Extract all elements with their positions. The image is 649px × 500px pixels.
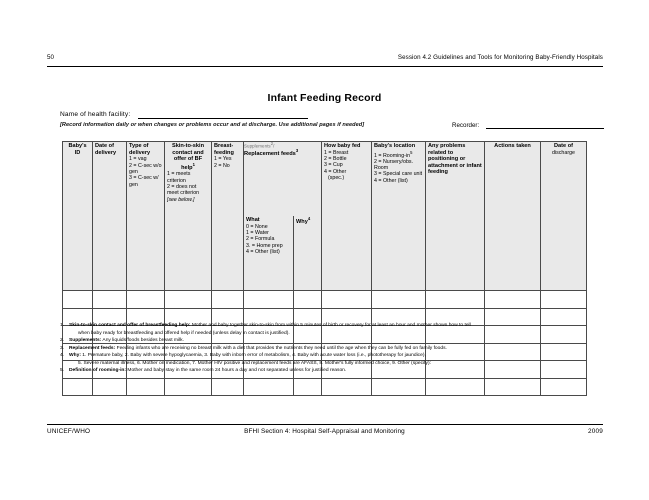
page-title: Infant Feeding Record [267, 92, 382, 104]
table-header-row [63, 142, 587, 217]
table-row[interactable] [63, 378, 587, 396]
cell-problems[interactable] [426, 378, 485, 396]
cell-date-of-discharge[interactable] [541, 291, 587, 309]
running-head-section: Session 4.2 Guidelines and Tools for Monitoring Baby-Friendly Hospitals [397, 54, 603, 61]
footnote-text: Mother and baby together skin-to-skin from within 5 minutes of birth or recovery for at least an hour and mother shown how to tell [190, 323, 471, 328]
cell-baby-id[interactable] [63, 378, 93, 396]
footnote-text: Mother and baby stay in the same room 24 hours a day and not separated unless for justified reason. [126, 368, 347, 374]
col-header-skin-to-skin: Skin-to-skin contact and offer of BF help$^1$ 1 = meets criterion 2 = does not meet criterion [see below.] [165, 142, 212, 291]
cell-breastfeeding[interactable] [212, 291, 244, 309]
col-header-problems: Any problems related to positioning or attachment or infant feeding [426, 142, 485, 291]
footnote-text: Feeding infants who are receiving no breast milk with a diet that provides the nutrients they need until the age when they can be fully fed on family foods. [115, 345, 447, 351]
col-header-baby-location: Baby's location 1 = Rooming-$in^5$ 2 = Nursery/obs. Room 3 = Special care unit 4 = Other (list) [372, 142, 426, 291]
col-header-supplements-what: What 0 = None 1 = Water 2 = Formula 3. = Home prep 4 = Other (list) [244, 216, 294, 291]
cell-skin-to-skin[interactable] [165, 291, 212, 309]
footer-right: 2009 [587, 428, 603, 435]
footnote-text: 1. Premature baby, 2. Baby with severe hypoglycaemia, 3. Baby with inborn error of metabolism, 4. Baby with acute water loss (i.e., phototherapy for jaundice), [80, 353, 426, 359]
footnote-3: 3. Replacement feeds: Feeding infants who are receiving no breast milk with a diet that provides the nutrients they need until the age when they can be fully fed on family foods. [60, 345, 447, 351]
cell-date-of-discharge[interactable] [541, 378, 587, 396]
footer-left: UNICEF/WHO [47, 428, 91, 435]
col-header-supplements-group: Supplements2/ Replacement feeds$^3$ [244, 142, 322, 217]
facility-label: Name of health facility: [60, 111, 131, 118]
footnote-5: 5. Definition of rooming-in: Mother and baby stay in the same room 24 hours a day and not separated unless for justified reason. [60, 368, 347, 374]
form-instruction: [Record information daily or when changes or problems occur and at discharge. Use additional pages if needed] [60, 122, 365, 128]
col-header-actions-taken: Actions taken [485, 142, 541, 291]
cell-how-baby-fed[interactable] [322, 378, 372, 396]
cell-supplements-what[interactable] [244, 291, 294, 309]
footnote-4: 4. Why: 1. Premature baby, 2. Baby with severe hypoglycaemia, 3. Baby with inborn error of metabolism, 4. Baby with acute water loss (i.e., phototherapy for jaundice), [60, 353, 426, 359]
footer-center: BFHI Section 4: Hospital Self-Appraisal and Monitoring [244, 428, 405, 435]
header-rule [47, 66, 603, 67]
facility-field [60, 111, 460, 118]
cell-date-of-delivery[interactable] [93, 291, 127, 309]
cell-type-of-delivery[interactable] [127, 378, 165, 396]
footnotes [60, 322, 612, 375]
cell-date-of-delivery[interactable] [93, 378, 127, 396]
footnote-term: Supplements: [69, 338, 102, 344]
col-header-type-of-delivery: Type of delivery 1 = vag 2 = C-sec w/o gen 3 = C-sec w/ gen [127, 142, 165, 291]
col-header-baby-id: Baby's ID [63, 142, 93, 291]
footnote-term: Replacement feeds: [69, 345, 116, 351]
footnote-2: 2. Supplements: Any liquids/foods besides breast milk. [60, 338, 184, 344]
cell-supplements-what[interactable] [244, 378, 294, 396]
running-head [47, 54, 603, 61]
cell-baby-location[interactable] [372, 291, 426, 309]
recorder-label: Recorder: [452, 122, 480, 129]
footnote-term: Why: [69, 353, 81, 359]
cell-baby-location[interactable] [372, 378, 426, 396]
footnote-4-continuation: 5. Severe maternal illness, 6. Mother on medication, 7. Mother HIV positive and replacement feeds are AFASS, 8. Mother's fully informed choice, 9. Other (specify): [78, 361, 431, 367]
col-header-date-of-delivery: Date of delivery [93, 142, 127, 291]
col-header-supplements-why: Why$^4$ [294, 216, 322, 291]
footnote-term: Definition of rooming-in: [69, 368, 127, 374]
cell-problems[interactable] [426, 291, 485, 309]
cell-how-baby-fed[interactable] [322, 291, 372, 309]
footer-rule [47, 424, 603, 425]
facility-input-line[interactable] [138, 118, 308, 119]
table-row[interactable] [63, 291, 587, 309]
cell-baby-id[interactable] [63, 291, 93, 309]
col-header-date-of-discharge: Date of discharge [541, 142, 587, 291]
cell-supplements-why[interactable] [294, 291, 322, 309]
col-header-breastfeeding: Breast-feeding 1 = Yes 2 = No [212, 142, 244, 291]
recorder-input-line[interactable] [486, 128, 604, 129]
col-header-how-baby-fed: How baby fed 1 = Breast 2 = Bottle 3 = Cup 4 = Other (spec.) [322, 142, 372, 291]
cell-actions-taken[interactable] [485, 378, 541, 396]
page-number: 50 [47, 54, 55, 61]
footnote-text: Any liquids/foods besides breast milk. [101, 338, 184, 344]
cell-actions-taken[interactable] [485, 291, 541, 309]
cell-skin-to-skin[interactable] [165, 378, 212, 396]
cell-type-of-delivery[interactable] [127, 291, 165, 309]
footnote-term: Skin-to-skin contact and offer of breastfeeding help: [69, 323, 191, 328]
footnote-1-continuation: when baby ready for breastfeeding and offered help if needed (unless delay in contact is justified). [78, 330, 290, 336]
cell-supplements-why[interactable] [294, 378, 322, 396]
footnote-1: 1. Skin-to-skin contact and offer of breastfeeding help: Mother and baby together skin-to-skin from within 5 minutes of birth or recovery for at least an hour and mother shown how to tell [60, 323, 471, 328]
cell-breastfeeding[interactable] [212, 378, 244, 396]
